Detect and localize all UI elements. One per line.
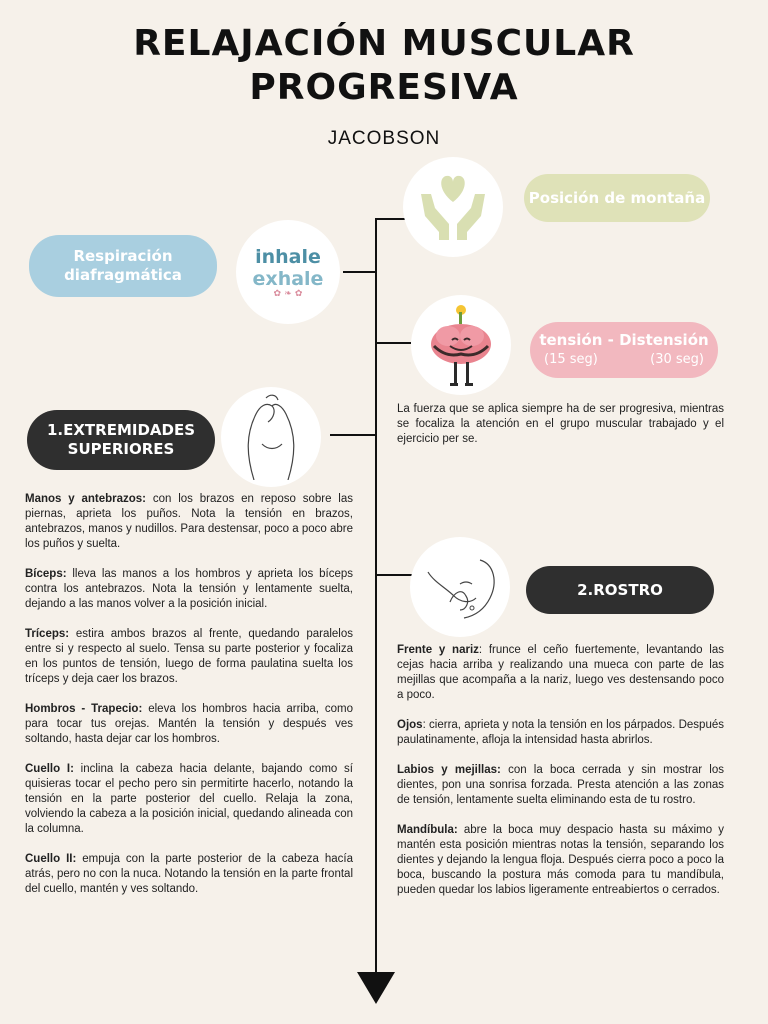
- montana-circle: [403, 157, 503, 257]
- rostro-item-3: Labios y mejillas: con la boca cerrada y sin mostrar los dientes, pon una sonrisa forzada. Presta atención a las zonas de tensión, lentamente suelta eliminando esta de tu rostro.: [397, 764, 724, 806]
- extremidades-item-3: Tríceps: estira ambos brazos al frente, quedando paralelos entre si y respecto al suelo. Tensa su parte posterior y focaliza en los puntos de tensión, luego de forma paulatina suelta los tríceps y deja caer los brazos.: [25, 628, 353, 685]
- rostro-item-4: Mandíbula: abre la boca muy despacio hasta su máximo y mantén esta posición mientras notas la tensión, separando los dientes y dejando la lengua floja. Después cierra poco a poco la boca, buscando la postura más comoda para tu mandíbula, pueden quedar los labios ligeramente entreabiertos o cerrados.: [397, 824, 724, 896]
- rostro-text: [397, 643, 724, 913]
- rostro-item-1: Frente y nariz: frunce el ceño fuertemente, levantando las cejas hacia arriba y realizando una mueca con parte de las mejillas que acompaña a la nariz, luego ves destensando poco a poco.: [397, 644, 724, 701]
- inhale-exhale-circle: [236, 220, 340, 324]
- extremidades-item-6: Cuello II: empuja con la parte posterior de la cabeza hacía atrás, pero no con la nuca. Notando la tensión en la parte frontal del cuello, mantén y ves soltando.: [25, 853, 353, 895]
- timeline-vertical-line: [375, 218, 377, 978]
- extremidades-text: [25, 492, 353, 912]
- hands-heart-icon: [415, 172, 491, 242]
- extremidades-item-4: Hombros - Trapecio: eleva los hombros hacia arriba, como para tocar tus orejas. Mantén la tensión y después ves soltando, hasta dejar car los hombros.: [25, 703, 353, 745]
- extremidades-item-1: Manos y antebrazos: con los brazos en reposo sobre las piernas, aprieta los puños. Nota la tensión en brazos, antebrazos, manos y nudillos. Para destensar, poco a poco abre los puños y suelta.: [25, 493, 353, 550]
- extremidades-item-2: Bíceps: lleva las manos a los hombros y aprieta los bíceps contra los antebrazos. Nota la tensión y lentamente suelta, dejando a las manos volver a la posición inicial.: [25, 568, 353, 610]
- brain-character-icon: [426, 302, 496, 388]
- respiracion-line-2: diafragmática: [64, 266, 182, 284]
- extremidades-item-5: Cuello I: inclina la cabeza hacia delante, bajando como sí quisieras tocar el pecho pero sin permitirte hacerlo, notando la tensión en la parte posterior del cuello. Relaja la zona, volviendo la cabeza a la posición inicial, quedando alineada con la columna.: [25, 763, 353, 835]
- timeline-branch-montana: [375, 218, 407, 220]
- timeline-branch-extremidades: [330, 434, 376, 436]
- rostro-item-2: Ojos: cierra, aprieta y nota la tensión en los párpados. Después paulatinamente, afloja la intensidad hasta abrirlos.: [397, 719, 724, 746]
- tension-time-1: (15 seg): [544, 352, 598, 367]
- rostro-pill: [526, 566, 714, 614]
- exhale-word: exhale: [252, 267, 324, 290]
- extremidades-line-1: 1.EXTREMIDADES: [46, 421, 196, 439]
- respiracion-pill: [29, 235, 217, 297]
- intro-text: La fuerza que se aplica siempre ha de ser progresiva, mientras se focaliza la atención en el grupo muscular trabajado y el ejercicio per se.: [397, 403, 724, 445]
- montana-label: Posición de montaña: [528, 188, 706, 207]
- tension-times: [544, 350, 704, 369]
- inhale-exhale-icon: [253, 246, 324, 299]
- timeline-arrow-down-icon: [357, 972, 395, 1004]
- rostro-circle: [410, 537, 510, 637]
- title-line-2: PROGRESIVA: [249, 67, 519, 108]
- inhale-word: inhale: [255, 245, 321, 268]
- extremidades-pill: [27, 410, 215, 470]
- tension-circle: [411, 295, 511, 395]
- extremidades-line-2: SUPERIORES: [67, 440, 175, 458]
- face-outline-icon: [420, 552, 500, 622]
- timeline-branch-rostro: [375, 574, 412, 576]
- timeline-branch-tension: [375, 342, 411, 344]
- tension-label: tensión - Distensión: [539, 331, 709, 349]
- page-title: [0, 22, 768, 110]
- page-subtitle: JACOBSON: [327, 128, 441, 149]
- title-line-1: RELAJACIÓN MUSCULAR: [133, 23, 635, 64]
- respiracion-line-1: Respiración: [73, 247, 173, 265]
- extremidades-circle: [221, 387, 321, 487]
- arms-outline-icon: [236, 394, 306, 480]
- timeline-branch-respiracion: [343, 271, 376, 273]
- tension-time-2: (30 seg): [650, 352, 704, 367]
- leaf-decoration-icon: ✿ ❧ ✿: [273, 288, 303, 299]
- montana-pill: [524, 174, 710, 222]
- tension-pill: [530, 322, 718, 378]
- rostro-label: 2.ROSTRO: [577, 580, 663, 599]
